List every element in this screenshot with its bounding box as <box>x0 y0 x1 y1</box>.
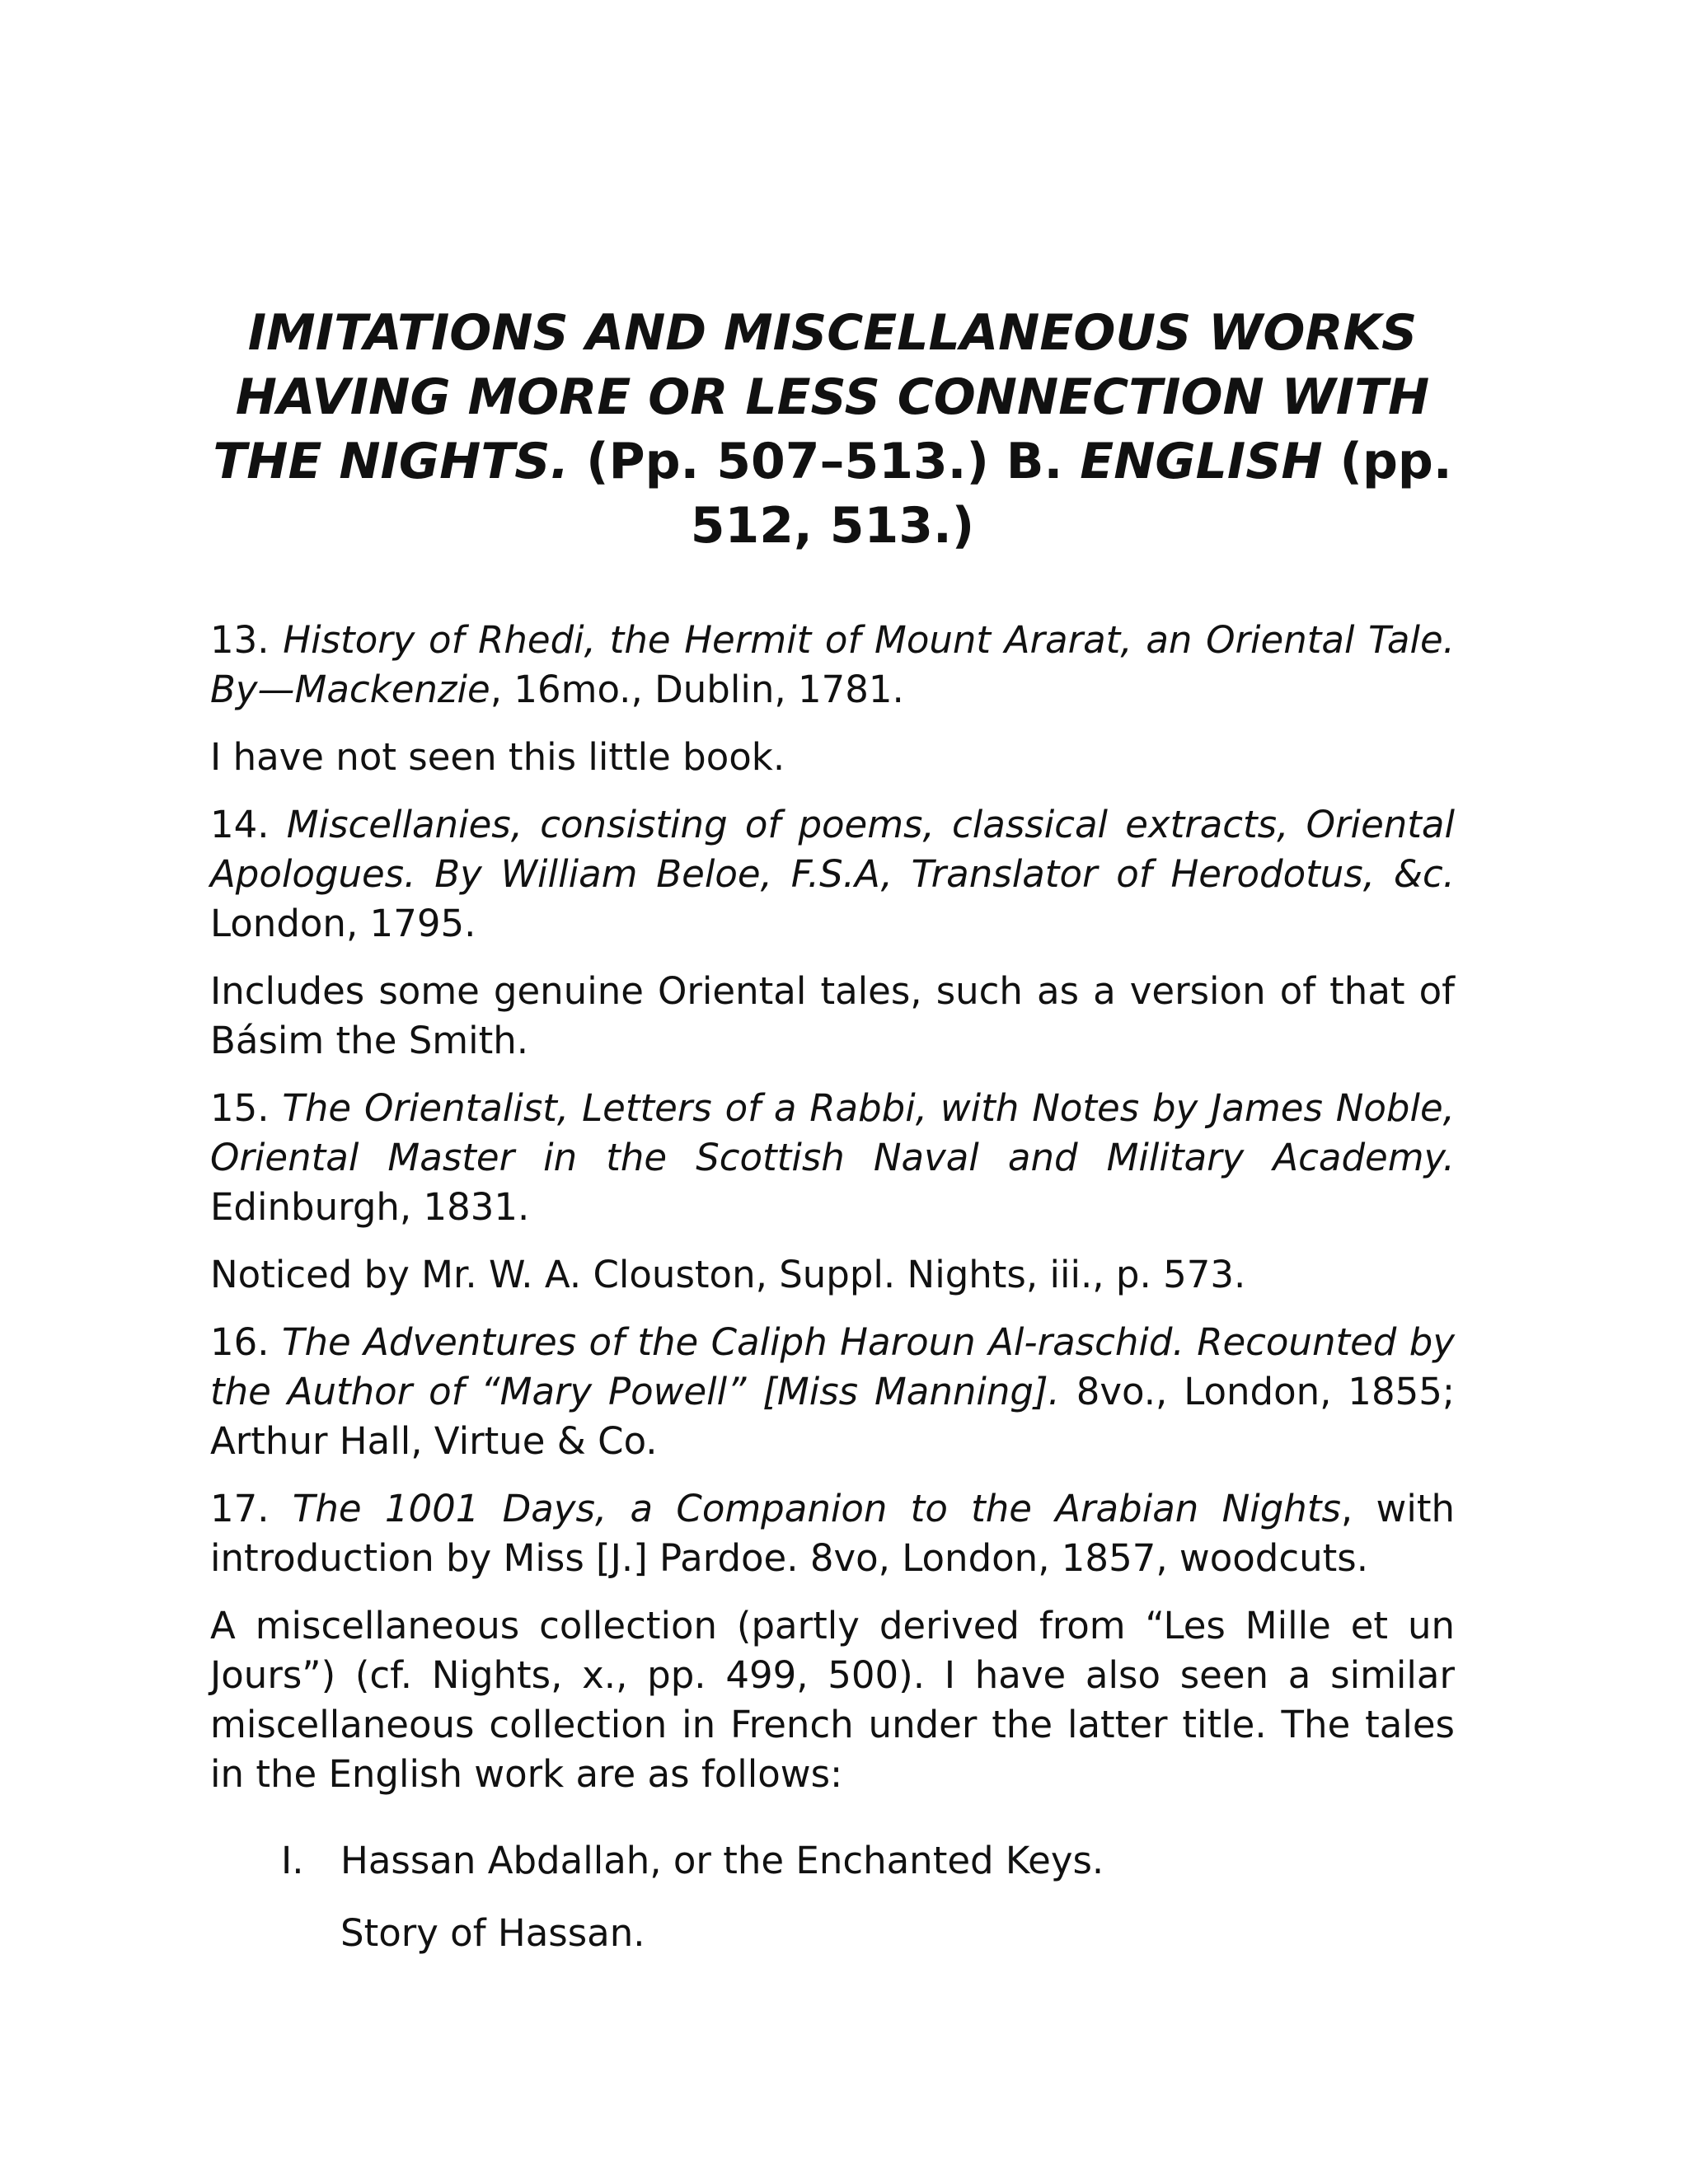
entry-13-note: I have not seen this little book. <box>210 735 785 779</box>
heading-title: IMITATIONS AND MISCELLANEOUS WORKS HAVING MORE OR LESS CONNECTION WITH THE NIGHTS. <box>213 304 1430 490</box>
list-item-numeral: I. <box>281 1839 304 1882</box>
entry-14 <box>210 800 1455 949</box>
entry-16 <box>210 1318 1455 1466</box>
heading-section: ENGLISH <box>1080 433 1323 490</box>
list-item-title: Hassan Abdallah, or the Enchanted Keys. <box>340 1839 1104 1882</box>
entry-number: 13. <box>210 618 284 662</box>
tales-list <box>210 1836 1455 1958</box>
entry-title: The 1001 Days, a Companion to the Arabian Nights <box>292 1487 1341 1530</box>
list-item <box>210 1836 1455 1958</box>
entry-14-note: Includes some genuine Oriental tales, such as a version of that of Básim the Smith. <box>210 969 1455 1062</box>
entry-details: , with introduction by Miss [J.] Pardoe. 8vo, London, 1857, woodcuts. <box>210 1487 1455 1580</box>
entry-title: The Orientalist, Letters of a Rabbi, with Notes by James Noble, Oriental Master in the Scottish Naval and Military Academy. <box>210 1086 1455 1179</box>
entry-17 <box>210 1484 1455 1583</box>
entry-details: , 16mo., Dublin, 1781. <box>490 668 904 711</box>
entry-title: The Adventures of the Caliph Haroun Al-raschid. Recounted by the Author of “Mary Powell” [Miss Manning]. <box>210 1320 1455 1413</box>
entry-title: Miscellanies, consisting of poems, classical extracts, Oriental Apologues. By William Beloe, F.S.A, Translator of Herodotus, &c. <box>210 803 1455 896</box>
document-page <box>210 301 1455 1958</box>
entry-13 <box>210 616 1455 715</box>
entry-number: 14. <box>210 803 287 846</box>
entry-number: 16. <box>210 1320 282 1364</box>
entry-17-note: A miscellaneous collection (partly derived from “Les Mille et un Jours”) (cf. Nights, x., pp. 499, 500). I have also seen a similar miscellaneous collection in French under the latter title. The tales in the English work are as follows: <box>210 1604 1455 1796</box>
entry-15-note: Noticed by Mr. W. A. Clouston, Suppl. Nights, iii., p. 573. <box>210 1253 1246 1296</box>
page-heading <box>210 301 1455 558</box>
list-item-sub: Story of Hassan. <box>340 1911 645 1955</box>
heading-pages: (Pp. 507–513.) B. <box>569 433 1081 490</box>
entry-15 <box>210 1084 1455 1232</box>
heading-section-pages: (pp. 512, 513.) <box>690 433 1452 555</box>
entry-details: London, 1795. <box>210 902 476 945</box>
entry-details: Edinburgh, 1831. <box>210 1185 530 1229</box>
entry-title: History of Rhedi, the Hermit of Mount Ararat, an Oriental Tale. By—Mackenzie <box>210 618 1455 711</box>
entry-details: 8vo., London, 1855; Arthur Hall, Virtue & Co. <box>210 1370 1455 1463</box>
entry-number: 17. <box>210 1487 293 1530</box>
entry-number: 15. <box>210 1086 283 1130</box>
